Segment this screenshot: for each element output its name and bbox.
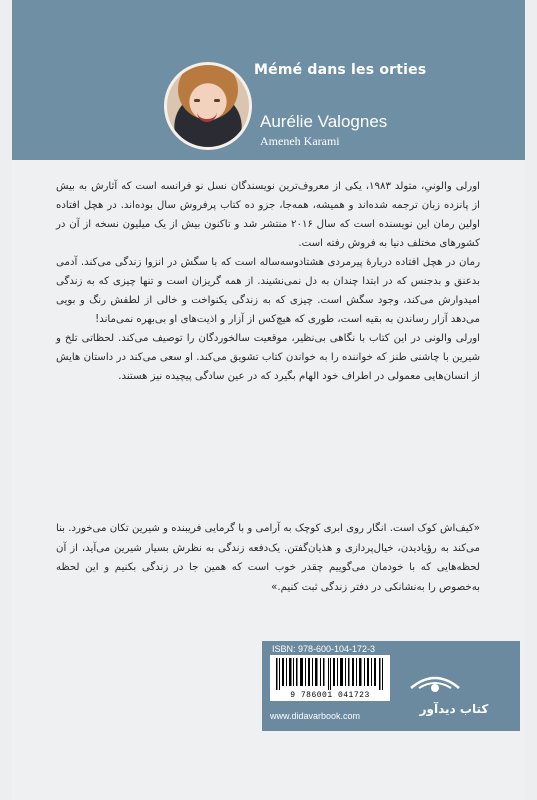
publisher-website: www.didavarbook.com	[270, 711, 361, 721]
barcode-bars	[276, 658, 384, 690]
portrait-smile	[197, 111, 217, 122]
blurb-paragraph-2: رمان در هچل افتاده دربارهٔ پیرمردی هشتادوسه‌ساله است که با سگش در انزوا زندگی می‌کند. آدمی بدعنق و بدجنس که در ابتدا چندان به دل نمی‌نشیند. از همه گریزان است و تنها چیزی که به زندگی امیدوارش می‌کند، وجود سگش است. چیزی که به زندگی یکنواخت و خالی از لطفش رنگ و بویی می‌دهد آزار رساندن به بقیه است، طوری که هیچ‌کس از آزار و اذیت‌های او بی‌بهره نمی‌ماند!	[56, 257, 480, 325]
portrait-eye-right	[214, 99, 220, 102]
book-quote: «کیف‌اش کوک است. انگار روی ابری کوچک به آرامی و با گرمایی فریبنده و شیرین تکان می‌خورد. بنا می‌کند به رؤیادیدن، خیال‌پردازی و هذیان‌گفتن. یک‌دفعه زندگی به نظرش بسیار شیرین می‌آید، از آن لحظه‌هایی که با خودمان می‌گوییم چقدر خوب است که همین جا در زندگی بکنیم و این لحظه به‌خصوص را به‌نشانکی در دفتر زندگی ثبت کنیم.»	[56, 523, 480, 593]
isbn-label: ISBN: 978-600-104-172-3	[272, 644, 376, 654]
translator-name: Ameneh Karami	[260, 134, 340, 148]
publisher-eye-logo-icon	[407, 672, 463, 698]
barcode-number: 9 786001 041723	[290, 691, 370, 700]
blurb-paragraph-3: اورلی والونی در این کتاب با نگاهی بی‌نظیر، موقعیت سالخوردگان را توصیف می‌کند. لحظاتی تلخ و شیرین با چاشنی طنز که خواننده را به خواندن کتاب تشویق می‌کند. او سعی می‌کند در داستان هایش از انسان‌هایی معمولی در اطراف خود الهام بگیرد که در عین سادگی پیچیده نیز هستند.	[56, 333, 480, 382]
portrait-eye-left	[194, 99, 200, 102]
author-portrait	[164, 62, 252, 150]
author-name: Aurélie Valognes	[260, 112, 388, 131]
barcode	[270, 655, 390, 701]
blurb-paragraph-1: اورلی والونیِ، متولد ۱۹۸۳، یکی از معروف‌ترین نویسندگان نسل نو فرانسه است که آثارش به بیش از پانزده زبان ترجمه شده‌اند و همیشه، همه‌جا، جزو ده کتاب پرفروش سال بوده‌اند. در هچل افتاده اولین رمان این نویسنده است که سال ۲۰۱۶ منتشر شد و تاکنون بیش از یک میلیون نسخه از آن در کشورهای مختلف دنیا به فروش رفته است.	[56, 181, 480, 249]
publisher-name: کتاب دیدآور	[419, 702, 489, 716]
book-title: Mémé dans les orties	[254, 62, 427, 78]
blurb-text	[56, 177, 480, 386]
